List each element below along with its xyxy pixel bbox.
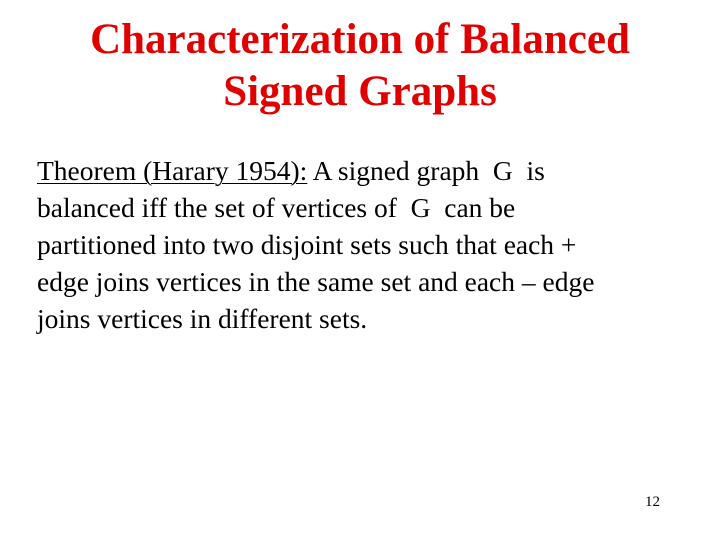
theorem-text-line-4: edge joins vertices in the same set and each – edge	[37, 266, 595, 297]
theorem-line-1	[37, 152, 697, 189]
slide-title-line-1: Characterization of Balanced	[90, 16, 630, 63]
theorem-text-line-3: partitioned into two disjoint sets such that each +	[37, 229, 577, 260]
theorem-text-line-2: balanced iff the set of vertices of G can be	[37, 192, 516, 223]
theorem-text-line-5: joins vertices in different sets.	[37, 303, 368, 334]
slide-title-line-2: Signed Graphs	[223, 68, 497, 115]
page-number: 12	[645, 494, 660, 510]
theorem-label: Theorem (Harary 1954):	[37, 155, 308, 186]
theorem-paragraph	[37, 152, 697, 337]
slide-title	[0, 14, 720, 118]
theorem-text-line-1: A signed graph G is	[307, 155, 545, 186]
